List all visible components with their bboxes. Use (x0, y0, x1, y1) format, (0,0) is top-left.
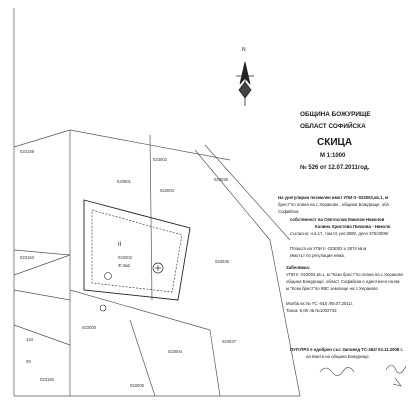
sketch-scale: М 1:1000 (320, 153, 346, 159)
description-line-3: Софийска. (278, 209, 300, 214)
upi-code-label: 023002 (118, 255, 132, 260)
building-symbol-icon (153, 263, 163, 273)
deed-line: съгласно: н.а.17, том III, рег.3508, дело 376/2009г (290, 231, 389, 236)
north-letter: N (242, 47, 246, 53)
notes-heading: Забележка: (286, 265, 311, 270)
parcel-label: 023159 (20, 149, 34, 154)
region-heading: ОБЛАСТ СОФИЙСКА (300, 123, 366, 130)
fee-line-2: Такса: 5,00 лв.№1002743 (286, 308, 337, 313)
notes-line-3: м."Кози брест"по КВС землище на с.Хераково (286, 286, 378, 291)
notes-line-2: община Божурище, област Софийска е идентичен на им (286, 279, 400, 284)
north-arrow-icon (236, 62, 254, 106)
zone-label: Ф.Зм2 (118, 263, 131, 268)
parcel-label: 023004 (168, 349, 182, 354)
parcel-boundaries (14, 8, 300, 396)
municipality-heading: ОБЩИНА БОЖУРИЩЕ (300, 111, 371, 118)
fee-line-1: Молба вх.№ ТС -910 /05.07.2011г. (286, 301, 354, 306)
approval-line-1: ПУП-ПРЗ е одобрен със Заповед ТС-362/ 03.11.2008 г. (290, 347, 404, 352)
upi-roman-numeral: II (118, 242, 122, 248)
area-line-1: Площта на УПИ II -023002 е 2874 кв.м (290, 246, 367, 251)
area-line-2: Имотът по регулация няма. (290, 253, 345, 258)
owner-line-2: Калина Христова Пичкова - Николо (315, 224, 391, 229)
notes-line-1: УПИ II -023002,кв.1, м."Кози брест"по плана на с.Хераково (286, 272, 404, 277)
parcel-label: 023036 (214, 177, 228, 182)
parcel-label: 023163 (20, 255, 34, 260)
parcel-label: 023001 (117, 179, 131, 184)
sketch-title: СКИЦА (317, 137, 353, 148)
signature-stamp-icon (320, 365, 406, 386)
owner-line-1: собственост на Светослав Емилов Николов (290, 217, 385, 222)
road-label: 023002 (153, 157, 167, 162)
parcel-label: 09 (26, 359, 31, 364)
sketch-number: № 526 от 12.07.2011год. (300, 165, 370, 171)
description-line-2: брест"по плана на с.Хераково , община Божурище, обл (278, 202, 389, 207)
parcel-label: 023003 (160, 188, 174, 193)
parcel-label: 023005 (130, 383, 144, 388)
parcel-label: 023000 (82, 325, 96, 330)
approval-line-2: на Кмета на община Божурище (306, 354, 369, 359)
parcel-label: 134 (26, 337, 33, 342)
parcel-label: 023037 (222, 339, 236, 344)
description-line-1: На урегулиран поземлен имот УПИ II -023002,кв.1, м (278, 195, 389, 200)
parcel-label: 023035 (215, 259, 229, 264)
parcel-label: 023180 (40, 377, 54, 382)
upi-parcel-outline (84, 200, 190, 300)
